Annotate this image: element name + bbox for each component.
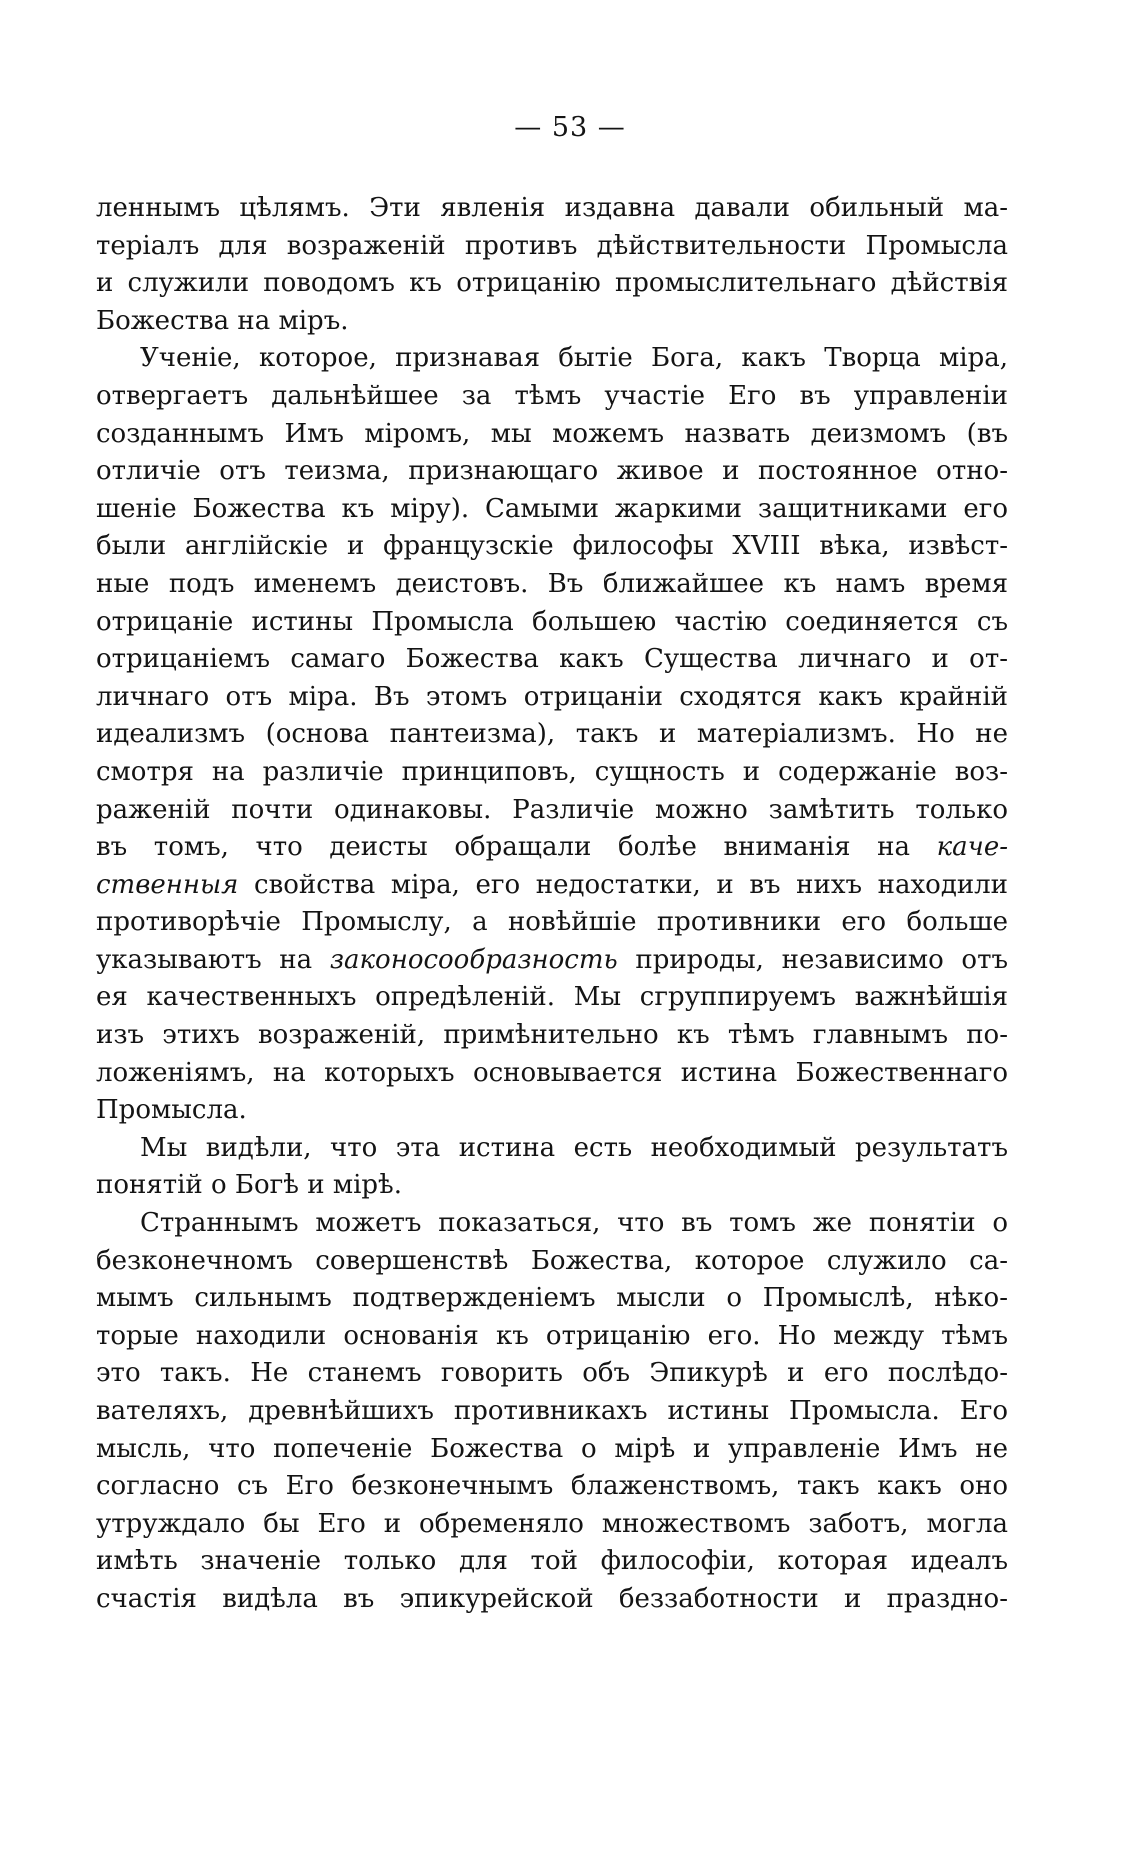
text-line: и служили поводомъ къ отрицанію промыслительнаго дѣйствія (96, 268, 1008, 299)
paragraph-start-line: Страннымъ можетъ показаться, что въ томъ же понятіи о (140, 1208, 1008, 1239)
text-line: были англійскіе и французскіе философы XVIII вѣка, извѣст- (96, 531, 1008, 562)
paragraph-start-line: Мы видѣли, что эта истина есть необходимый результатъ (140, 1132, 1008, 1163)
text-line: теріалъ для возраженій противъ дѣйствительности Промысла (96, 230, 1008, 261)
text-line: безконечномъ совершенствѣ Божества, которое служило са- (96, 1245, 1008, 1276)
text-line: личнаго отъ міра. Въ этомъ отрицаніи сходятся какъ крайній (96, 681, 1008, 712)
text-line (96, 867, 1008, 905)
text-line: изъ этихъ возраженій, примѣнительно къ тѣмъ главнымъ по- (96, 1020, 1008, 1051)
text-line: это такъ. Не станемъ говорить объ Эпикурѣ и его послѣдо- (96, 1358, 1008, 1389)
text-line: смотря на различіе принциповъ, сущность и содержаніе воз- (96, 756, 1008, 787)
text-line: раженій почти одинаковы. Различіе можно замѣтить только (96, 794, 1008, 825)
text-line: ные подъ именемъ деистовъ. Въ ближайшее къ намъ время (96, 568, 1008, 599)
text-line: Божества на міръ. (96, 305, 349, 336)
text-line: Промысла. (96, 1095, 247, 1126)
emphasis-text: законосообразность (329, 944, 618, 975)
text-line: идеализмъ (основа пантеизма), такъ и матеріализмъ. Но не (96, 719, 1008, 750)
text-segment: указываютъ на (96, 944, 313, 975)
text-line: созданнымъ Имъ міромъ, мы можемъ назвать деизмомъ (въ (96, 418, 1008, 449)
text-line: леннымъ цѣлямъ. Эти явленія издавна давали обильный ма- (96, 193, 1008, 223)
page-number: — 53 — (514, 112, 626, 143)
text-line: счастія видѣла въ эпикурейской беззаботности и праздно- (96, 1583, 1008, 1614)
emphasis-text: каче- (936, 832, 1008, 863)
text-segment: свойства міра, его недостатки, и въ нихъ находили (254, 869, 1008, 900)
text-line: отвергаетъ дальнѣйшее за тѣмъ участіе Его въ управленіи (96, 380, 1008, 411)
text-line: имѣть значеніе только для той философіи, которая идеалъ (96, 1546, 1008, 1577)
text-line: ея качественныхъ опредѣленій. Мы сгруппируемъ важнѣйшія (96, 982, 1008, 1013)
text-line: ложеніямъ, на которыхъ основывается истина Божественнаго (96, 1057, 1008, 1088)
text-line: отрицаніе истины Промысла большею частію соединяется съ (96, 606, 1008, 637)
text-line (96, 829, 1008, 867)
text-line: мысль, что попеченіе Божества о мірѣ и управленіе Имъ не (96, 1433, 1008, 1464)
text-line: противорѣчіе Промыслу, а новѣйшіе противники его больше (96, 907, 1008, 938)
text-line: понятій о Богѣ и мірѣ. (96, 1170, 402, 1201)
text-line: отрицаніемъ самаго Божества какъ Существа личнаго и от- (96, 644, 1008, 675)
text-line: утруждало бы Его и обременяло множествомъ заботъ, могла (96, 1508, 1008, 1539)
text-line: шеніе Божества къ міру). Самыми жаркими защитниками его (96, 493, 1008, 524)
text-line: отличіе отъ теизма, признающаго живое и постоянное отно- (96, 456, 1008, 487)
text-segment: природы, независимо отъ (635, 944, 1008, 975)
body-text (96, 190, 1008, 1619)
text-line: мымъ сильнымъ подтвержденіемъ мысли о Промыслѣ, нѣко- (96, 1283, 1008, 1314)
text-segment: въ томъ, что деисты обращали болѣе вниманія на (96, 832, 910, 863)
paragraph-start-line: Ученіе, которое, признавая бытіе Бога, какъ Творца міра, (140, 343, 1008, 374)
text-line: согласно съ Его безконечнымъ блаженствомъ, такъ какъ оно (96, 1471, 1008, 1502)
emphasis-text: ственныя (96, 869, 239, 900)
text-line (96, 942, 1008, 980)
text-line: вателяхъ, древнѣйшихъ противникахъ истины Промысла. Его (96, 1396, 1008, 1426)
text-line: торые находили основанія къ отрицанію его. Но между тѣмъ (96, 1320, 1008, 1351)
